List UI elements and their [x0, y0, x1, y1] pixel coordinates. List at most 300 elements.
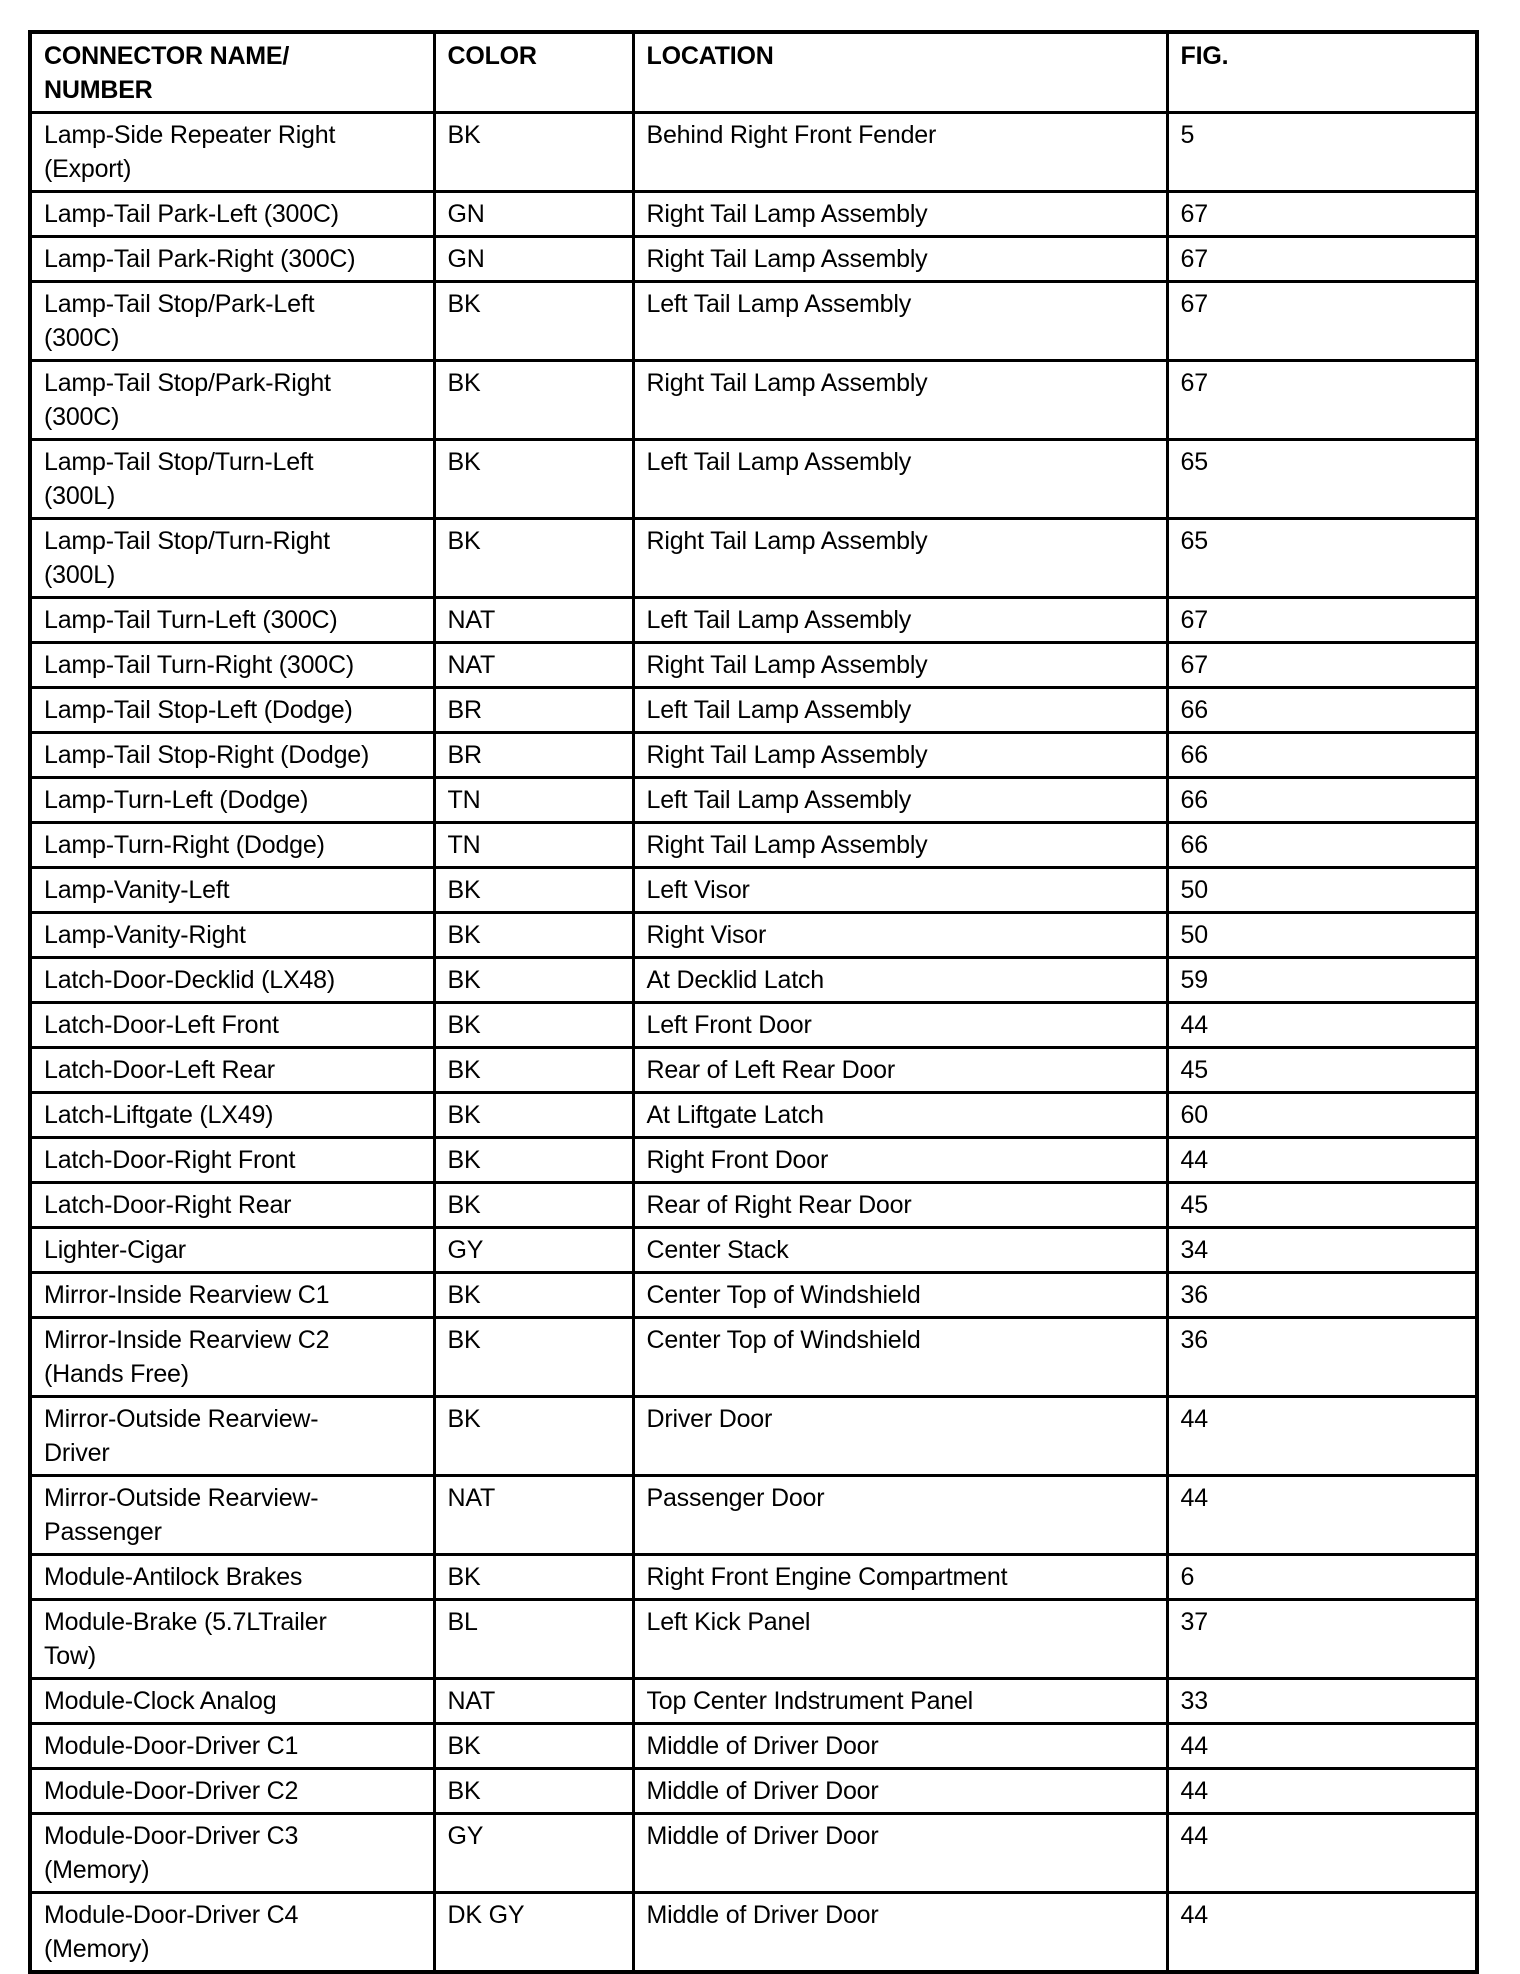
location-cell-text: Passenger Door: [646, 1484, 825, 1512]
color-cell-text: BK: [447, 1101, 481, 1129]
table-row: [30, 1228, 1477, 1273]
location-cell-text: Left Visor: [646, 876, 750, 904]
color-cell: [434, 643, 633, 688]
location-cell: [633, 192, 1167, 237]
color-cell-text: GY: [447, 1822, 484, 1850]
connector-name-cell-text: Lamp-Tail Stop-Right (Dodge): [44, 741, 370, 769]
connector-name-cell: [30, 1724, 434, 1769]
color-cell-text: BK: [447, 1056, 481, 1084]
color-cell: [434, 868, 633, 913]
table-row: [30, 192, 1477, 237]
color-cell: [434, 1814, 633, 1893]
fig-cell-text: 44: [1180, 1405, 1208, 1433]
fig-cell-text: 66: [1180, 741, 1208, 769]
fig-cell: [1167, 1600, 1477, 1679]
connector-name-cell: [30, 1003, 434, 1048]
color-cell: [434, 823, 633, 868]
color-cell-text: BK: [447, 921, 481, 949]
table-row: [30, 1183, 1477, 1228]
location-cell-text: Right Tail Lamp Assembly: [646, 369, 928, 397]
location-cell-text: Left Kick Panel: [646, 1608, 811, 1636]
location-cell: [633, 958, 1167, 1003]
location-cell-text: Center Top of Windshield: [646, 1326, 921, 1354]
connector-name-cell-text: Lamp-Turn-Right (Dodge): [44, 831, 325, 859]
connector-name-cell: [30, 1183, 434, 1228]
location-cell-text: Right Tail Lamp Assembly: [646, 741, 928, 769]
connector-name-cell: [30, 1228, 434, 1273]
table-row: [30, 1555, 1477, 1600]
connector-name-cell: [30, 958, 434, 1003]
location-cell: [633, 1048, 1167, 1093]
table-row: [30, 733, 1477, 778]
color-cell: [434, 361, 633, 440]
color-cell: [434, 1003, 633, 1048]
fig-cell-text: 44: [1180, 1901, 1208, 1929]
connector-name-cell-text: Mirror-Outside Rearview- Passenger: [44, 1484, 319, 1546]
fig-cell: [1167, 1769, 1477, 1814]
location-cell: [633, 643, 1167, 688]
table-row: [30, 237, 1477, 282]
table-row: [30, 823, 1477, 868]
connector-name-cell-text: Latch-Door-Left Rear: [44, 1056, 275, 1084]
color-cell: [434, 958, 633, 1003]
connector-name-cell: [30, 1318, 434, 1397]
fig-cell: [1167, 282, 1477, 361]
color-cell-text: BK: [447, 527, 481, 555]
location-cell: [633, 1814, 1167, 1893]
location-cell-text: Right Front Door: [646, 1146, 829, 1174]
header-fig-label: FIG.: [1180, 42, 1229, 70]
fig-cell: [1167, 1476, 1477, 1555]
color-cell: [434, 1093, 633, 1138]
color-cell-text: BK: [447, 1146, 481, 1174]
color-cell: [434, 778, 633, 823]
fig-cell-text: 67: [1180, 651, 1208, 679]
color-cell-text: DK GY: [447, 1901, 525, 1929]
fig-cell: [1167, 1003, 1477, 1048]
connector-name-cell-text: Lamp-Tail Turn-Right (300C): [44, 651, 354, 679]
connector-name-cell-text: Lamp-Vanity-Left: [44, 876, 230, 904]
fig-cell-text: 67: [1180, 245, 1208, 273]
fig-cell: [1167, 1555, 1477, 1600]
fig-cell-text: 44: [1180, 1484, 1208, 1512]
connector-name-cell: [30, 1048, 434, 1093]
location-cell-text: Left Tail Lamp Assembly: [646, 290, 912, 318]
connector-name-cell: [30, 361, 434, 440]
table-body: [30, 113, 1477, 1973]
color-cell: [434, 1600, 633, 1679]
color-cell: [434, 733, 633, 778]
connector-name-cell: [30, 1814, 434, 1893]
connector-name-cell-text: Mirror-Inside Rearview C1: [44, 1281, 330, 1309]
connector-name-cell-text: Lamp-Tail Park-Left (300C): [44, 200, 339, 228]
fig-cell: [1167, 868, 1477, 913]
location-cell-text: Right Tail Lamp Assembly: [646, 831, 928, 859]
fig-cell-text: 44: [1180, 1146, 1208, 1174]
location-cell: [633, 1003, 1167, 1048]
connector-name-cell: [30, 1093, 434, 1138]
fig-cell-text: 67: [1180, 290, 1208, 318]
location-cell-text: Left Tail Lamp Assembly: [646, 606, 912, 634]
fig-cell: [1167, 1093, 1477, 1138]
table-row: [30, 1048, 1477, 1093]
table-row: [30, 598, 1477, 643]
fig-cell-text: 50: [1180, 921, 1208, 949]
connector-name-cell: [30, 192, 434, 237]
fig-cell-text: 60: [1180, 1101, 1208, 1129]
color-cell: [434, 1724, 633, 1769]
header-color: [434, 32, 633, 113]
fig-cell: [1167, 1273, 1477, 1318]
connector-name-cell: [30, 1769, 434, 1814]
connector-name-cell-text: Latch-Door-Left Front: [44, 1011, 279, 1039]
color-cell-text: BK: [447, 1563, 481, 1591]
fig-cell: [1167, 688, 1477, 733]
connector-name-cell: [30, 733, 434, 778]
fig-cell-text: 66: [1180, 696, 1208, 724]
connector-name-cell: [30, 1476, 434, 1555]
connector-name-cell: [30, 778, 434, 823]
color-cell-text: BK: [447, 448, 481, 476]
table-row: [30, 1600, 1477, 1679]
color-cell-text: TN: [447, 831, 481, 859]
fig-cell-text: 36: [1180, 1326, 1208, 1354]
color-cell: [434, 1048, 633, 1093]
location-cell: [633, 361, 1167, 440]
connector-name-cell-text: Module-Door-Driver C2: [44, 1777, 299, 1805]
color-cell-text: GY: [447, 1236, 484, 1264]
location-cell-text: Right Tail Lamp Assembly: [646, 200, 928, 228]
table-row: [30, 1893, 1477, 1973]
connector-name-cell-text: Module-Brake (5.7LTrailer Tow): [44, 1608, 327, 1670]
fig-cell: [1167, 598, 1477, 643]
color-cell: [434, 192, 633, 237]
fig-cell-text: 66: [1180, 831, 1208, 859]
fig-cell: [1167, 958, 1477, 1003]
header-connector-name: [30, 32, 434, 113]
color-cell-text: BK: [447, 966, 481, 994]
color-cell-text: BK: [447, 1191, 481, 1219]
connector-name-cell-text: Lamp-Tail Stop/Turn-Left (300L): [44, 448, 314, 510]
location-cell: [633, 688, 1167, 733]
location-cell: [633, 868, 1167, 913]
location-cell: [633, 1476, 1167, 1555]
color-cell: [434, 519, 633, 598]
location-cell-text: Left Tail Lamp Assembly: [646, 786, 912, 814]
connector-name-cell-text: Latch-Liftgate (LX49): [44, 1101, 274, 1129]
table-row: [30, 1814, 1477, 1893]
color-cell-text: BR: [447, 696, 482, 724]
connector-name-cell: [30, 1893, 434, 1973]
location-cell: [633, 519, 1167, 598]
location-cell: [633, 778, 1167, 823]
location-cell-text: Right Front Engine Compartment: [646, 1563, 1008, 1591]
table-row: [30, 1318, 1477, 1397]
fig-cell-text: 33: [1180, 1687, 1208, 1715]
location-cell-text: Rear of Left Rear Door: [646, 1056, 895, 1084]
color-cell: [434, 1679, 633, 1724]
fig-cell: [1167, 1318, 1477, 1397]
connector-name-cell-text: Lamp-Side Repeater Right (Export): [44, 121, 336, 183]
fig-cell-text: 59: [1180, 966, 1208, 994]
connector-name-cell-text: Lamp-Tail Stop/Park-Left (300C): [44, 290, 315, 352]
location-cell: [633, 1228, 1167, 1273]
fig-cell: [1167, 1228, 1477, 1273]
connector-name-cell: [30, 688, 434, 733]
color-cell-text: GN: [447, 200, 485, 228]
location-cell-text: Driver Door: [646, 1405, 773, 1433]
fig-cell: [1167, 1893, 1477, 1973]
color-cell: [434, 913, 633, 958]
fig-cell: [1167, 1138, 1477, 1183]
location-cell-text: Middle of Driver Door: [646, 1822, 879, 1850]
fig-cell: [1167, 1397, 1477, 1476]
location-cell: [633, 1893, 1167, 1973]
location-cell: [633, 1138, 1167, 1183]
connector-name-cell-text: Lamp-Tail Park-Right (300C): [44, 245, 356, 273]
connector-name-cell-text: Mirror-Outside Rearview- Driver: [44, 1405, 319, 1467]
table-row: [30, 1724, 1477, 1769]
location-cell: [633, 823, 1167, 868]
location-cell-text: Top Center Indstrument Panel: [646, 1687, 974, 1715]
fig-cell-text: 50: [1180, 876, 1208, 904]
table-row: [30, 282, 1477, 361]
connector-name-cell: [30, 282, 434, 361]
fig-cell-text: 67: [1180, 369, 1208, 397]
fig-cell-text: 34: [1180, 1236, 1208, 1264]
fig-cell: [1167, 1048, 1477, 1093]
color-cell: [434, 1228, 633, 1273]
location-cell: [633, 1093, 1167, 1138]
connector-name-cell-text: Lighter-Cigar: [44, 1236, 186, 1264]
color-cell-text: BL: [447, 1608, 478, 1636]
color-cell: [434, 440, 633, 519]
location-cell: [633, 598, 1167, 643]
color-cell-text: BR: [447, 741, 482, 769]
connector-name-cell: [30, 1555, 434, 1600]
table-row: [30, 1476, 1477, 1555]
fig-cell-text: 36: [1180, 1281, 1208, 1309]
connector-name-cell-text: Latch-Door-Right Rear: [44, 1191, 292, 1219]
location-cell: [633, 1397, 1167, 1476]
location-cell: [633, 440, 1167, 519]
location-cell-text: Behind Right Front Fender: [646, 121, 937, 149]
connector-name-cell-text: Lamp-Vanity-Right: [44, 921, 246, 949]
color-cell: [434, 1138, 633, 1183]
fig-cell: [1167, 913, 1477, 958]
fig-cell: [1167, 192, 1477, 237]
fig-cell: [1167, 440, 1477, 519]
color-cell: [434, 282, 633, 361]
location-cell-text: Left Tail Lamp Assembly: [646, 448, 912, 476]
fig-cell-text: 37: [1180, 1608, 1208, 1636]
fig-cell-text: 6: [1180, 1563, 1195, 1591]
connector-name-cell-text: Module-Door-Driver C1: [44, 1732, 299, 1760]
color-cell-text: NAT: [447, 651, 496, 679]
fig-cell-text: 5: [1180, 121, 1195, 149]
color-cell-text: BK: [447, 290, 481, 318]
location-cell-text: Center Top of Windshield: [646, 1281, 921, 1309]
fig-cell: [1167, 519, 1477, 598]
color-cell: [434, 1183, 633, 1228]
color-cell-text: BK: [447, 1011, 481, 1039]
location-cell: [633, 1769, 1167, 1814]
connector-name-cell-text: Module-Antilock Brakes: [44, 1563, 303, 1591]
color-cell-text: BK: [447, 1732, 481, 1760]
color-cell-text: TN: [447, 786, 481, 814]
fig-cell: [1167, 778, 1477, 823]
fig-cell-text: 67: [1180, 200, 1208, 228]
location-cell: [633, 1273, 1167, 1318]
table-row: [30, 643, 1477, 688]
color-cell-text: BK: [447, 1777, 481, 1805]
header-row: [30, 32, 1477, 113]
table-row: [30, 913, 1477, 958]
header-location-label: LOCATION: [646, 42, 774, 70]
connector-name-cell: [30, 598, 434, 643]
color-cell-text: BK: [447, 369, 481, 397]
fig-cell: [1167, 361, 1477, 440]
color-cell: [434, 598, 633, 643]
table-row: [30, 688, 1477, 733]
location-cell: [633, 1679, 1167, 1724]
table-row: [30, 1093, 1477, 1138]
connector-name-cell: [30, 113, 434, 192]
color-cell: [434, 113, 633, 192]
fig-cell-text: 65: [1180, 527, 1208, 555]
color-cell-text: NAT: [447, 606, 496, 634]
location-cell: [633, 733, 1167, 778]
location-cell-text: Right Tail Lamp Assembly: [646, 245, 928, 273]
location-cell: [633, 237, 1167, 282]
connector-name-cell: [30, 237, 434, 282]
color-cell-text: BK: [447, 1281, 481, 1309]
location-cell-text: Right Visor: [646, 921, 767, 949]
table-row: [30, 1138, 1477, 1183]
connector-name-cell-text: Latch-Door-Right Front: [44, 1146, 296, 1174]
connector-name-cell: [30, 440, 434, 519]
table-row: [30, 868, 1477, 913]
connector-name-cell-text: Module-Door-Driver C4 (Memory): [44, 1901, 299, 1963]
location-cell-text: At Liftgate Latch: [646, 1101, 824, 1129]
color-cell: [434, 1476, 633, 1555]
fig-cell: [1167, 1724, 1477, 1769]
fig-cell-text: 65: [1180, 448, 1208, 476]
location-cell-text: Middle of Driver Door: [646, 1732, 879, 1760]
color-cell-text: NAT: [447, 1484, 496, 1512]
location-cell-text: Middle of Driver Door: [646, 1777, 879, 1805]
fig-cell: [1167, 237, 1477, 282]
color-cell: [434, 1769, 633, 1814]
table-row: [30, 1273, 1477, 1318]
connector-name-cell: [30, 823, 434, 868]
color-cell: [434, 1397, 633, 1476]
connector-name-cell: [30, 519, 434, 598]
fig-cell: [1167, 1679, 1477, 1724]
table-row: [30, 1003, 1477, 1048]
connector-name-cell: [30, 1397, 434, 1476]
location-cell-text: Right Tail Lamp Assembly: [646, 527, 928, 555]
table-row: [30, 113, 1477, 192]
connector-name-cell-text: Lamp-Tail Stop-Left (Dodge): [44, 696, 353, 724]
table-row: [30, 958, 1477, 1003]
location-cell-text: Left Tail Lamp Assembly: [646, 696, 912, 724]
header-location: [633, 32, 1167, 113]
connector-name-cell-text: Latch-Door-Decklid (LX48): [44, 966, 335, 994]
fig-cell: [1167, 733, 1477, 778]
header-connector-name-label: CONNECTOR NAME/ NUMBER: [44, 42, 290, 104]
location-cell: [633, 1183, 1167, 1228]
fig-cell-text: 44: [1180, 1011, 1208, 1039]
fig-cell: [1167, 1183, 1477, 1228]
color-cell-text: GN: [447, 245, 485, 273]
location-cell-text: Middle of Driver Door: [646, 1901, 879, 1929]
fig-cell-text: 67: [1180, 606, 1208, 634]
connector-name-cell-text: Module-Door-Driver C3 (Memory): [44, 1822, 299, 1884]
fig-cell-text: 44: [1180, 1732, 1208, 1760]
header-color-label: COLOR: [447, 42, 537, 70]
location-cell-text: Center Stack: [646, 1236, 789, 1264]
fig-cell-text: 45: [1180, 1191, 1208, 1219]
table-row: [30, 778, 1477, 823]
color-cell: [434, 237, 633, 282]
color-cell-text: BK: [447, 121, 481, 149]
connector-name-cell: [30, 643, 434, 688]
connector-name-cell: [30, 1600, 434, 1679]
connector-table: [28, 30, 1479, 1974]
connector-name-cell-text: Lamp-Tail Turn-Left (300C): [44, 606, 338, 634]
fig-cell-text: 44: [1180, 1822, 1208, 1850]
fig-cell: [1167, 113, 1477, 192]
color-cell-text: BK: [447, 876, 481, 904]
color-cell: [434, 1318, 633, 1397]
fig-cell: [1167, 643, 1477, 688]
color-cell: [434, 1273, 633, 1318]
connector-name-cell-text: Lamp-Tail Stop/Park-Right (300C): [44, 369, 331, 431]
location-cell: [633, 1724, 1167, 1769]
connector-name-cell: [30, 1679, 434, 1724]
color-cell-text: NAT: [447, 1687, 496, 1715]
location-cell: [633, 913, 1167, 958]
fig-cell: [1167, 1814, 1477, 1893]
table-row: [30, 519, 1477, 598]
table-row: [30, 440, 1477, 519]
location-cell-text: At Decklid Latch: [646, 966, 824, 994]
connector-name-cell-text: Module-Clock Analog: [44, 1687, 277, 1715]
connector-name-cell: [30, 1138, 434, 1183]
location-cell: [633, 1555, 1167, 1600]
location-cell: [633, 1600, 1167, 1679]
location-cell: [633, 282, 1167, 361]
color-cell: [434, 1555, 633, 1600]
connector-name-cell: [30, 913, 434, 958]
fig-cell-text: 66: [1180, 786, 1208, 814]
connector-name-cell-text: Lamp-Turn-Left (Dodge): [44, 786, 309, 814]
color-cell-text: BK: [447, 1405, 481, 1433]
location-cell: [633, 113, 1167, 192]
location-cell-text: Rear of Right Rear Door: [646, 1191, 912, 1219]
connector-name-cell: [30, 868, 434, 913]
table-row: [30, 1769, 1477, 1814]
table-row: [30, 1397, 1477, 1476]
color-cell: [434, 1893, 633, 1973]
table-row: [30, 361, 1477, 440]
header-fig: [1167, 32, 1477, 113]
fig-cell-text: 44: [1180, 1777, 1208, 1805]
table-row: [30, 1679, 1477, 1724]
connector-name-cell-text: Lamp-Tail Stop/Turn-Right (300L): [44, 527, 330, 589]
location-cell: [633, 1318, 1167, 1397]
